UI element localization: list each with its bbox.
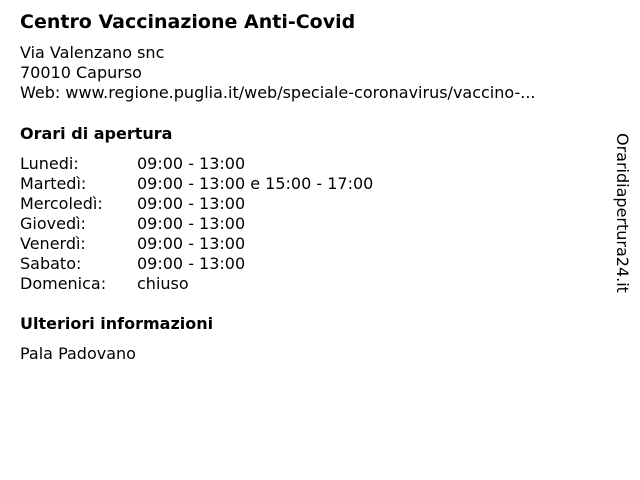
opening-hours-heading: Orari di apertura bbox=[20, 124, 173, 143]
street-address: Via Valenzano snc bbox=[20, 43, 165, 62]
day-label: Venerdì: bbox=[20, 234, 86, 253]
hours-row-tuesday bbox=[20, 174, 373, 194]
time-value: 09:00 - 13:00 bbox=[137, 194, 246, 213]
time-value: 09:00 - 13:00 bbox=[137, 154, 246, 173]
time-value: chiuso bbox=[137, 274, 189, 293]
day-label: Lunedi: bbox=[20, 154, 79, 173]
time-value: 09:00 - 13:00 bbox=[137, 214, 246, 233]
day-label: Mercoledì: bbox=[20, 194, 103, 213]
additional-info-text: Pala Padovano bbox=[20, 344, 136, 363]
additional-info-heading: Ulteriori informazioni bbox=[20, 314, 214, 333]
page-title: Centro Vaccinazione Anti-Covid bbox=[20, 11, 356, 33]
day-label: Giovedì: bbox=[20, 214, 86, 233]
opening-hours-table bbox=[20, 154, 373, 294]
time-value: 09:00 - 13:00 bbox=[137, 234, 246, 253]
address-block bbox=[20, 43, 536, 103]
site-watermark: Oraridiapertura24.it bbox=[613, 133, 632, 293]
time-value: 09:00 - 13:00 bbox=[137, 254, 246, 273]
hours-row-sunday bbox=[20, 274, 373, 294]
hours-row-friday bbox=[20, 234, 373, 254]
hours-row-saturday bbox=[20, 254, 373, 274]
day-label: Sabato: bbox=[20, 254, 82, 273]
website-link[interactable] bbox=[20, 83, 536, 103]
day-label: Domenica: bbox=[20, 274, 107, 293]
time-value: 09:00 - 13:00 e 15:00 - 17:00 bbox=[137, 174, 374, 193]
day-label: Martedì: bbox=[20, 174, 87, 193]
hours-row-wednesday bbox=[20, 194, 373, 214]
city-address: 70010 Capurso bbox=[20, 63, 142, 82]
hours-row-thursday bbox=[20, 214, 373, 234]
website-link-text[interactable]: Web: www.regione.puglia.it/web/speciale-coronavirus/vaccino-... bbox=[20, 83, 536, 102]
hours-row-monday bbox=[20, 154, 373, 174]
